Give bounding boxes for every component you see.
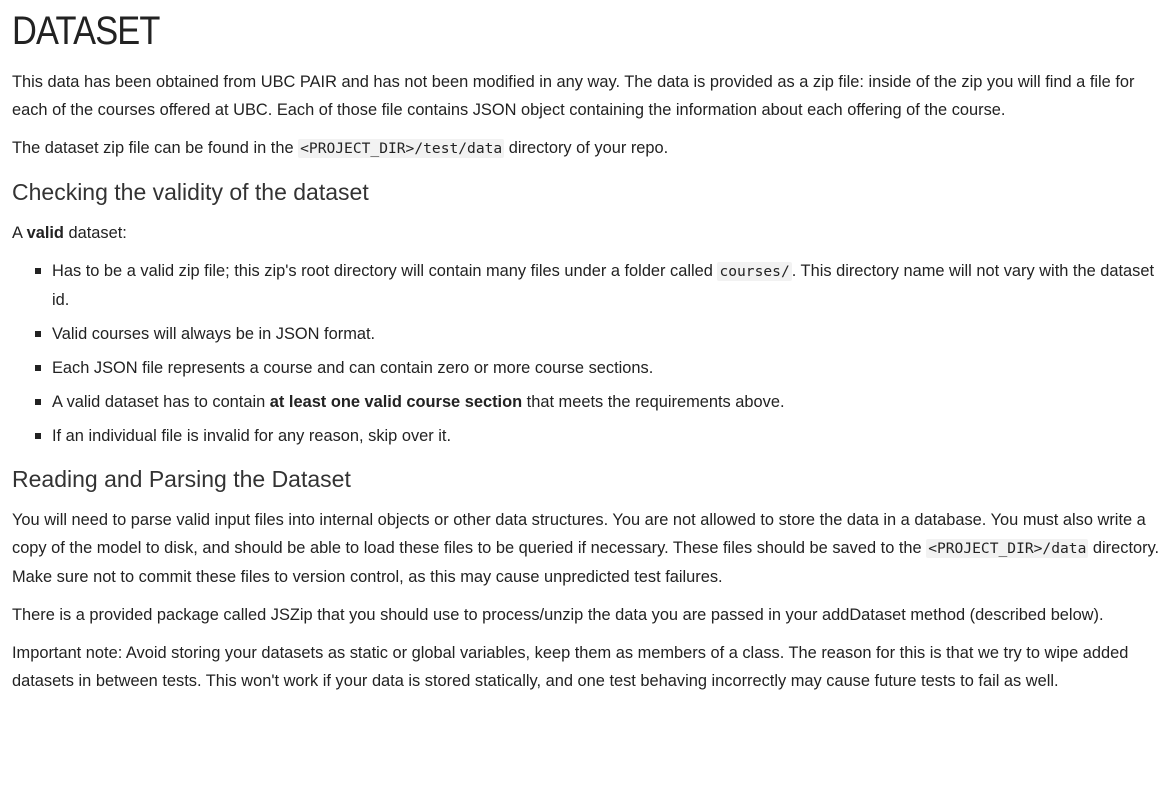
list-item <box>35 422 1163 450</box>
bullet-icon <box>35 365 41 371</box>
text-segment: that meets the requirements above. <box>522 393 785 411</box>
page-title: DATASET <box>12 9 160 53</box>
text-segment: A <box>12 224 27 242</box>
jszip-paragraph: There is a provided package called JSZip that you should use to process/unzip the data you are passed in your addDataset method (described below). <box>12 606 1104 624</box>
section-heading-validity: Checking the validity of the dataset <box>12 179 369 205</box>
list-item <box>35 320 1163 348</box>
list-item <box>35 257 1163 314</box>
valid-dataset-lead <box>12 219 1163 247</box>
project-data-path: <PROJECT_DIR>/data <box>928 540 1087 557</box>
text-segment: A valid dataset has to contain <box>52 393 270 411</box>
requirement-emphasis: at least one valid course section <box>269 393 523 411</box>
bullet-icon <box>35 433 41 439</box>
dataset-location-paragraph <box>12 134 1163 163</box>
validity-list <box>12 257 1163 450</box>
text-segment: Has to be a valid zip file; this zip's root directory will contain many files under a folder called <box>52 262 718 280</box>
valid-emphasis: valid <box>26 224 64 242</box>
intro-paragraph: This data has been obtained from UBC PAIR and has not been modified in any way. The data is provided as a zip file: inside of the zip you will find a file for each of the courses offered at UBC. Each of those file contains JSON object containing the information about each offering of the course. <box>12 73 1135 119</box>
project-test-data-path: <PROJECT_DIR>/test/data <box>300 140 503 157</box>
text-segment: dataset: <box>63 224 127 242</box>
bullet-icon <box>35 331 41 337</box>
text-segment: The dataset zip file can be found in the <box>12 139 299 157</box>
courses-folder-code: courses/ <box>719 263 790 280</box>
section-heading-parsing: Reading and Parsing the Dataset <box>12 466 351 492</box>
list-item-text: Each JSON file represents a course and can contain zero or more course sections. <box>52 359 654 377</box>
bullet-icon <box>35 268 41 274</box>
important-note-paragraph: Important note: Avoid storing your datasets as static or global variables, keep them as members of a class. The reason for this is that we try to wipe added datasets in between tests. This won't work if your data is stored statically, and one test behaving incorrectly may cause future tests to fail as well. <box>12 644 1129 690</box>
list-item <box>35 388 1163 416</box>
list-item-text: Valid courses will always be in JSON format. <box>52 325 376 343</box>
text-segment: directory of your repo. <box>504 139 669 157</box>
text-segment: directory. Make sure not to commit these files to version control, as this may cause unpredicted test failures. <box>12 539 1160 586</box>
parsing-paragraph <box>12 506 1163 591</box>
text-segment: You will need to parse valid input files into internal objects or other data structures. You are not allowed to store the data in a database. You must also write a copy of the model to disk, and should be able to load these files to be queried if necessary. These files should be saved to the <box>12 511 1146 557</box>
text-segment: . This directory name will not vary with the dataset id. <box>52 262 1155 309</box>
list-item-text: If an individual file is invalid for any reason, skip over it. <box>52 427 452 445</box>
bullet-icon <box>35 399 41 405</box>
list-item <box>35 354 1163 382</box>
